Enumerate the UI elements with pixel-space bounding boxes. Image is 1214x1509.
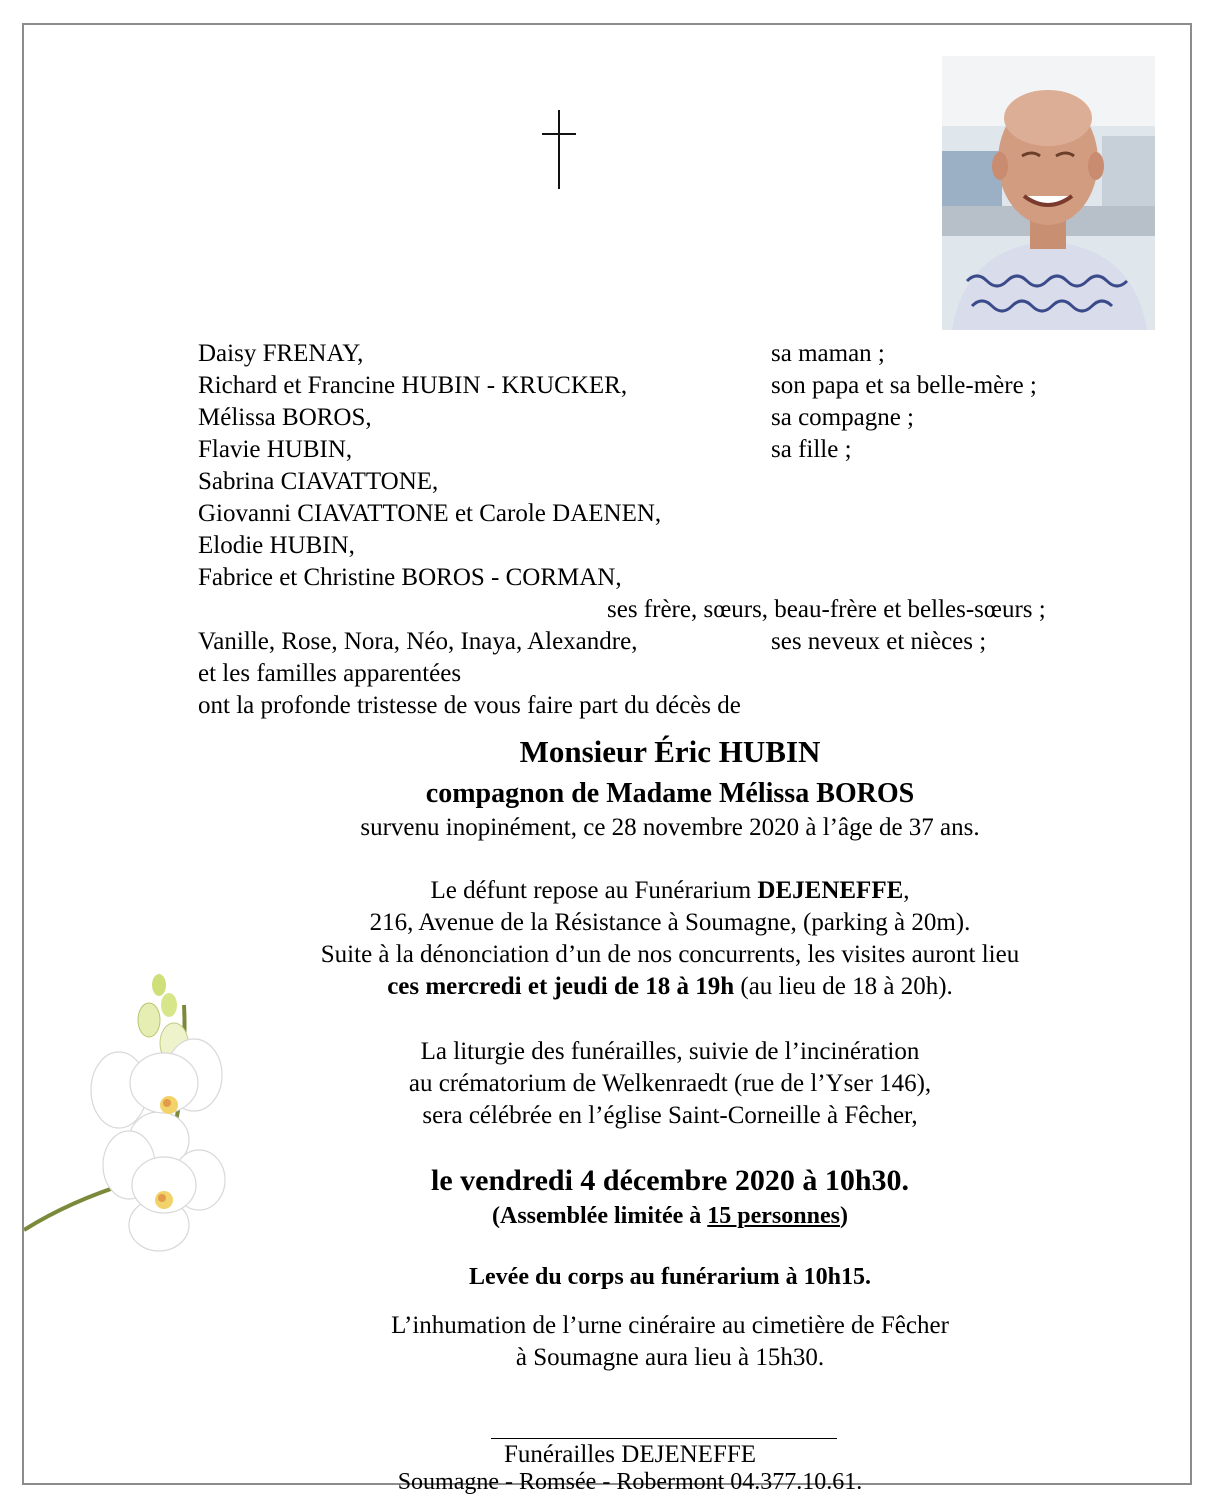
liturgy-line-2: au crématorium de Welkenraedt (rue de l’Yser 146), <box>408 1070 932 1097</box>
ceremony-date: le vendredi 4 décembre 2020 à 10h30. <box>430 1164 910 1197</box>
family-name: Fabrice et Christine BOROS - CORMAN, <box>198 564 622 591</box>
latin-cross-icon <box>540 110 580 190</box>
death-line: survenu inopinément, ce 28 novembre 2020 à l’âge de 37 ans. <box>360 814 980 841</box>
family-row <box>198 434 1118 466</box>
inhumation-line-2: à Soumagne aura lieu à 15h30. <box>515 1344 825 1371</box>
deceased-name: Monsieur Éric HUBIN <box>519 734 821 769</box>
nephews-relation: ses neveux et nièces ; <box>771 628 987 655</box>
partner-line: compagnon de Madame Mélissa BOROS <box>425 778 915 809</box>
family-name: Giovanni CIAVATTONE et Carole DAENEN, <box>198 500 662 527</box>
white-orchid-image <box>24 965 294 1265</box>
levee-line: Levée du corps au funérarium à 10h15. <box>469 1264 871 1290</box>
family-relation: son papa et sa belle-mère ; <box>771 372 1037 399</box>
assembly-count: 15 personnes <box>707 1203 840 1229</box>
family-row <box>198 498 1118 530</box>
portrait-photo <box>942 56 1155 330</box>
announcement-line: ont la profonde tristesse de vous faire part du décès de <box>198 692 741 719</box>
visit-times: ces mercredi et jeudi de 18 à 19h <box>387 973 735 1000</box>
family-row <box>198 466 1118 498</box>
nephews-names: Vanille, Rose, Nora, Néo, Inaya, Alexandre, <box>198 628 638 655</box>
footer-company: Funérailles DEJENEFFE <box>503 1441 757 1468</box>
family-row <box>198 370 1118 402</box>
family-name: Flavie HUBIN, <box>198 436 353 463</box>
funeral-home-name: DEJENEFFE <box>757 877 904 904</box>
family-name: Mélissa BOROS, <box>198 404 372 431</box>
family-row <box>198 402 1118 434</box>
repose-line-1: Le défunt repose au Funérarium DEJENEFFE, <box>430 877 910 904</box>
repose-line-2: 216, Avenue de la Résistance à Soumagne, (parking à 20m). <box>369 909 971 936</box>
family-relation: sa compagne ; <box>771 404 915 431</box>
repose-line-3: Suite à la dénonciation d’un de nos concurrents, les visites auront lieu <box>320 941 1020 968</box>
family-row <box>198 338 1118 370</box>
liturgy-line-3: sera célébrée en l’église Saint-Corneille à Fêcher, <box>422 1102 918 1129</box>
liturgy-line-1: La liturgie des funérailles, suivie de l’incinération <box>420 1038 920 1065</box>
assembly-limit: (Assemblée limitée à 15 personnes) <box>492 1203 848 1229</box>
family-name: Sabrina CIAVATTONE, <box>198 468 439 495</box>
families-line: et les familles apparentées <box>198 660 462 687</box>
family-name: Daisy FRENAY, <box>198 340 364 367</box>
family-name: Elodie HUBIN, <box>198 532 355 559</box>
family-row <box>198 562 1118 594</box>
family-name: Richard et Francine HUBIN - KRUCKER, <box>198 372 628 399</box>
siblings-relation: ses frère, sœurs, beau-frère et belles-sœurs ; <box>607 596 1046 623</box>
family-relation: sa fille ; <box>771 436 852 463</box>
footer-contact: Soumagne - Romsée - Robermont 04.377.10.61. <box>397 1469 863 1495</box>
inhumation-line-1: L’inhumation de l’urne cinéraire au cimetière de Fêcher <box>391 1312 949 1339</box>
family-row <box>198 626 1118 658</box>
family-relation: sa maman ; <box>771 340 885 367</box>
repose-line-4: ces mercredi et jeudi de 18 à 19h (au lieu de 18 à 20h). <box>387 973 953 1000</box>
family-row <box>198 530 1118 562</box>
